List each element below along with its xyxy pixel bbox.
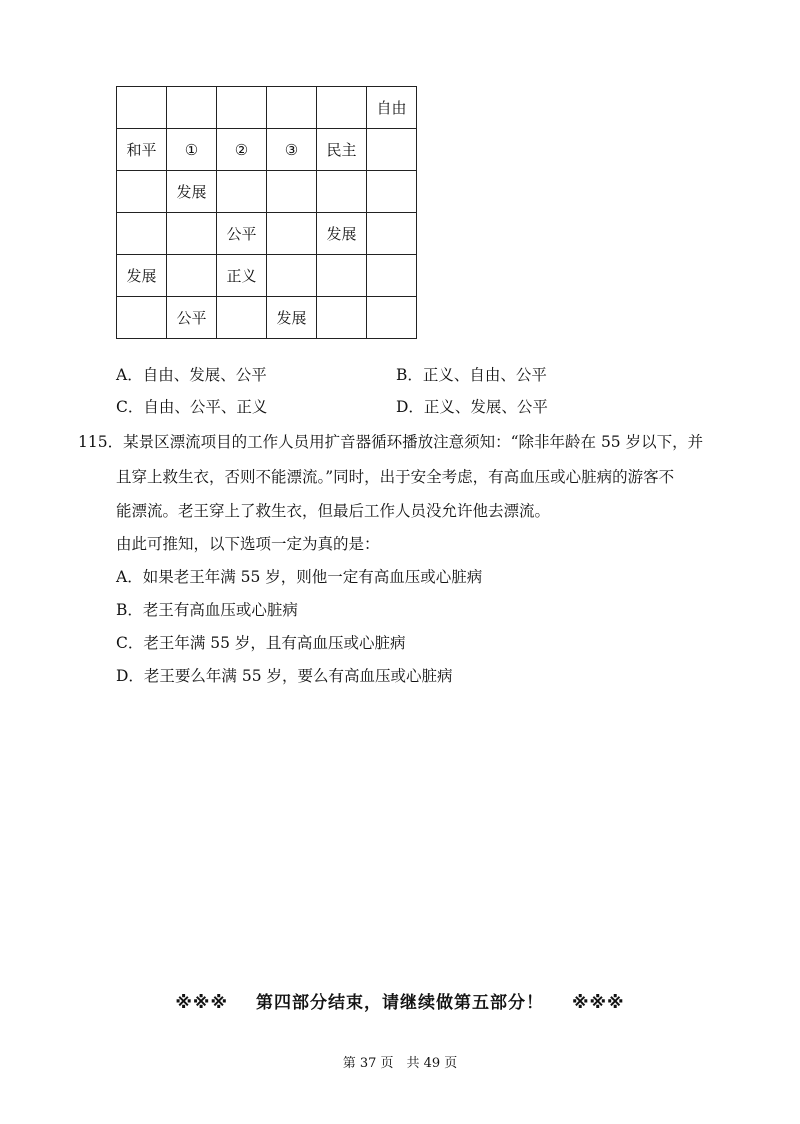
q115-option-a: A．如果老王年满 55 岁，则他一定有高血压或心脏病 [116, 568, 483, 586]
grid-cell [267, 255, 317, 297]
grid-cell [167, 255, 217, 297]
grid-row [117, 171, 417, 213]
word-grid [116, 86, 417, 339]
q115-option-b: B．老王有高血压或心脏病 [116, 601, 298, 619]
grid-row [117, 213, 417, 255]
grid-cell: ② [217, 129, 267, 171]
grid-cell: ① [167, 129, 217, 171]
grid-cell [367, 255, 417, 297]
grid-cell [267, 213, 317, 255]
q115-option-c: C．老王年满 55 岁，且有高血压或心脏病 [116, 634, 406, 652]
q115-stem-line2: 且穿上救生衣，否则不能漂流。”同时，出于安全考虑，有高血压或心脏病的游客不 [116, 468, 675, 486]
page-number: 第 37 页 共 49 页 [342, 1056, 458, 1071]
grid-cell: 发展 [167, 171, 217, 213]
grid-cell [367, 213, 417, 255]
grid-cell: 发展 [267, 297, 317, 339]
grid-cell: 发展 [317, 213, 367, 255]
section-end-banner [0, 988, 800, 1013]
grid-cell [117, 87, 167, 129]
grid-cell: 公平 [217, 213, 267, 255]
grid-cell [217, 87, 267, 129]
q115-stem-line3: 能漂流。老王穿上了救生衣，但最后工作人员没允许他去漂流。 [116, 502, 551, 520]
grid-cell [317, 171, 367, 213]
q115-prompt: 由此可推知，以下选项一定为真的是： [116, 535, 380, 553]
grid-cell [217, 297, 267, 339]
grid-cell: 自由 [367, 87, 417, 129]
grid-cell [167, 213, 217, 255]
q114-option-d: D．正义、发展、公平 [396, 398, 548, 416]
section-end-text: 第四部分结束，请继续做第五部分！ [256, 993, 544, 1013]
grid-cell [367, 129, 417, 171]
grid-cell [317, 87, 367, 129]
grid-cell [367, 171, 417, 213]
grid-cell [317, 255, 367, 297]
grid-cell: 公平 [167, 297, 217, 339]
grid-cell: 民主 [317, 129, 367, 171]
grid-cell: 发展 [117, 255, 167, 297]
grid-cell [217, 171, 267, 213]
grid-cell [117, 297, 167, 339]
grid-row [117, 129, 417, 171]
q114-option-c: C．自由、公平、正义 [116, 398, 268, 416]
grid-cell [267, 171, 317, 213]
q114-option-b: B．正义、自由、公平 [396, 366, 547, 384]
grid-cell [367, 297, 417, 339]
grid-cell: 和平 [117, 129, 167, 171]
grid-row [117, 255, 417, 297]
grid-cell: 正义 [217, 255, 267, 297]
grid-row [117, 87, 417, 129]
grid-cell [267, 87, 317, 129]
decorative-marks-right: ※※※ [572, 993, 625, 1013]
q115-option-d: D．老王要么年满 55 岁，要么有高血压或心脏病 [116, 667, 453, 685]
q114-option-a: A．自由、发展、公平 [116, 366, 267, 384]
grid-cell [317, 297, 367, 339]
grid-cell [117, 171, 167, 213]
grid-cell: ③ [267, 129, 317, 171]
q115-stem-line1: 115．某景区漂流项目的工作人员用扩音器循环播放注意须知：“除非年龄在 55 岁以下，并 [78, 433, 704, 451]
grid-cell [117, 213, 167, 255]
grid-cell [167, 87, 217, 129]
grid-row [117, 297, 417, 339]
decorative-marks-left: ※※※ [175, 993, 228, 1013]
